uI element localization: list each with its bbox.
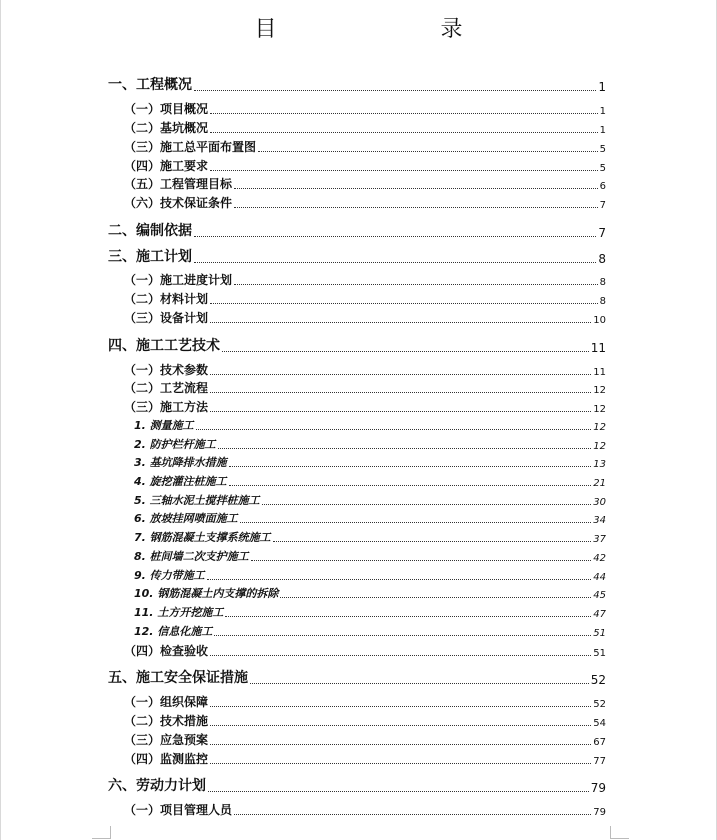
toc-entry-label: 三、施工计划	[108, 249, 192, 265]
toc-dot-leader	[210, 373, 591, 375]
toc-entry[interactable]	[124, 398, 606, 415]
toc-entry-label: 四、施工工艺技术	[108, 338, 220, 354]
toc-entry-page-number: 5	[599, 163, 606, 174]
toc-dot-leader	[218, 447, 592, 449]
toc-dot-leader	[262, 503, 592, 505]
page-left-edge	[0, 0, 1, 840]
toc-dot-leader	[234, 813, 591, 815]
toc-entry-page-number: 12	[593, 422, 606, 433]
toc-title: 目 录	[254, 17, 503, 42]
toc-entry-page-number: 79	[590, 781, 606, 795]
toc-entry[interactable]	[124, 731, 606, 748]
toc-entry-page-number: 51	[593, 648, 606, 659]
toc-dot-leader	[210, 410, 591, 412]
toc-entry-page-number: 12	[593, 441, 606, 452]
toc-entry-page-number: 54	[593, 718, 606, 729]
toc-entry-page-number: 8	[598, 252, 606, 266]
toc-entry[interactable]	[124, 290, 606, 307]
toc-entry[interactable]	[134, 567, 606, 583]
toc-entry-label: 一、工程概况	[108, 77, 192, 93]
toc-entry[interactable]	[124, 712, 606, 729]
toc-entry-page-number: 7	[598, 226, 606, 240]
toc-dot-leader	[210, 112, 598, 114]
toc-entry-label: （三）应急预案	[124, 733, 209, 747]
toc-entry[interactable]	[134, 510, 606, 526]
toc-entry[interactable]	[134, 417, 606, 433]
toc-dot-leader	[280, 596, 591, 598]
toc-entry[interactable]	[124, 157, 606, 174]
toc-dot-leader	[258, 150, 598, 152]
toc-dot-leader	[210, 391, 591, 393]
toc-entry-label: 8. 桩间墙二次支护施工	[134, 550, 249, 563]
toc-entry-label: （三）施工总平面布置图	[124, 140, 257, 154]
toc-entry[interactable]	[124, 693, 606, 710]
toc-entry-page-number: 11	[590, 341, 606, 355]
toc-dot-leader	[210, 302, 598, 304]
toc-entry-page-number: 5	[599, 144, 606, 155]
toc-dot-leader	[210, 169, 598, 171]
toc-dot-leader	[229, 465, 592, 467]
toc-entry[interactable]	[108, 220, 606, 240]
toc-entry-label: （四）监测监控	[124, 752, 209, 766]
toc-entry-label: 二、编制依据	[108, 223, 192, 239]
toc-entry-label: （一）施工进度计划	[124, 273, 233, 287]
toc-entry[interactable]	[134, 623, 606, 639]
toc-entry[interactable]	[124, 750, 606, 767]
toc-entry-label: 1. 测量施工	[134, 419, 194, 432]
toc-entry[interactable]	[124, 138, 606, 155]
toc-entry[interactable]	[108, 246, 606, 266]
toc-dot-leader	[240, 521, 592, 523]
toc-entry[interactable]	[134, 473, 606, 489]
toc-entry-page-number: 8	[599, 277, 606, 288]
toc-entry-label: （四）检查验收	[124, 644, 209, 658]
toc-entry[interactable]	[108, 667, 606, 687]
toc-entry-page-number: 1	[599, 125, 606, 136]
toc-entry[interactable]	[124, 801, 606, 818]
toc-entry-label: （一）项目管理人员	[124, 803, 233, 817]
toc-dot-leader	[234, 187, 598, 189]
toc-entry-label: 5. 三轴水泥土搅拌桩施工	[134, 494, 260, 507]
toc-entry-page-number: 30	[593, 497, 606, 508]
toc-entry-page-number: 44	[593, 572, 606, 583]
toc-dot-leader	[210, 654, 591, 656]
toc-entry-page-number: 47	[593, 609, 606, 620]
toc-entry-label: （三）施工方法	[124, 400, 209, 414]
toc-entry-page-number: 11	[593, 367, 606, 378]
toc-entry[interactable]	[124, 361, 606, 378]
toc-dot-leader	[194, 89, 596, 91]
toc-entry-label: 六、劳动力计划	[108, 778, 206, 794]
toc-entry-page-number: 79	[593, 807, 606, 818]
toc-entry[interactable]	[124, 175, 606, 192]
toc-entry-label: （二）基坑概况	[124, 121, 209, 135]
toc-entry-page-number: 6	[599, 181, 606, 192]
toc-entry-page-number: 21	[593, 478, 606, 489]
toc-entry-page-number: 12	[593, 404, 606, 415]
toc-dot-leader	[214, 634, 591, 636]
toc-entry-page-number: 8	[599, 296, 606, 307]
toc-entry-label: 11. 土方开挖施工	[134, 606, 224, 619]
toc-entry[interactable]	[134, 436, 606, 452]
toc-entry-page-number: 10	[593, 315, 606, 326]
toc-entry-page-number: 7	[599, 200, 606, 211]
toc-entry-page-number: 52	[593, 699, 606, 710]
toc-entry[interactable]	[134, 529, 606, 545]
toc-entry-page-number: 13	[593, 459, 606, 470]
toc-entry-label: 9. 传力带施工	[134, 569, 205, 582]
toc-entry[interactable]	[134, 454, 606, 470]
toc-entry-label: （一）项目概况	[124, 102, 209, 116]
toc-dot-leader	[210, 705, 591, 707]
toc-entry[interactable]	[124, 194, 606, 211]
toc-entry-label: （五）工程管理目标	[124, 177, 233, 191]
toc-entry-label: （六）技术保证条件	[124, 196, 233, 210]
toc-entry-page-number: 51	[593, 628, 606, 639]
toc-dot-leader	[210, 743, 591, 745]
toc-entry-label: （三）设备计划	[124, 311, 209, 325]
toc-entry-label: （二）材料计划	[124, 292, 209, 306]
toc-entry-page-number: 77	[593, 756, 606, 767]
toc-entry-label: 7. 钢筋混凝土支撑系统施工	[134, 531, 271, 544]
toc-dot-leader	[250, 682, 589, 684]
toc-entry-page-number: 45	[593, 590, 606, 601]
toc-dot-leader	[194, 261, 596, 263]
toc-entry[interactable]	[124, 309, 606, 326]
toc-entry[interactable]	[108, 775, 606, 795]
toc-entry[interactable]	[134, 492, 606, 508]
toc-dot-leader	[194, 235, 596, 237]
toc-dot-leader	[210, 724, 591, 726]
toc-dot-leader	[225, 615, 591, 617]
toc-entry-page-number: 37	[593, 534, 606, 545]
toc-dot-leader	[251, 559, 592, 561]
toc-dot-leader	[234, 206, 598, 208]
toc-entry-label: 五、施工安全保证措施	[108, 670, 248, 686]
toc-entry-label: 6. 放坡挂网喷面施工	[134, 512, 238, 525]
toc-dot-leader	[208, 790, 589, 792]
toc-entry-label: （四）施工要求	[124, 159, 209, 173]
toc-entry-label: 10. 钢筋混凝土内支撑的拆除	[134, 587, 279, 600]
toc-dot-leader	[234, 283, 598, 285]
toc-entry-page-number: 52	[590, 673, 606, 687]
toc-entry-label: （二）技术措施	[124, 714, 209, 728]
toc-dot-leader	[229, 484, 592, 486]
toc-dot-leader	[210, 321, 591, 323]
toc-entry-page-number: 42	[593, 553, 606, 564]
toc-entry-page-number: 12	[593, 385, 606, 396]
toc-entry-label: 3. 基坑降排水措施	[134, 456, 227, 469]
toc-dot-leader	[207, 578, 592, 580]
toc-dot-leader	[196, 428, 592, 430]
toc-dot-leader	[210, 131, 598, 133]
toc-entry-page-number: 34	[593, 515, 606, 526]
toc-entry[interactable]	[134, 548, 606, 564]
toc-entry[interactable]	[134, 585, 606, 601]
toc-entry-label: （二）工艺流程	[124, 381, 209, 395]
toc-entry[interactable]	[124, 271, 606, 288]
toc-dot-leader	[222, 350, 589, 352]
toc-entry[interactable]	[108, 335, 606, 355]
toc-entry[interactable]	[124, 379, 606, 396]
toc-entry-page-number: 1	[598, 80, 606, 94]
toc-entry-label: 4. 旋挖灌注桩施工	[134, 475, 227, 488]
toc-entry-page-number: 67	[593, 737, 606, 748]
toc-entry-label: （一）技术参数	[124, 363, 209, 377]
page-corner-mark-right	[610, 826, 629, 839]
toc-entry-page-number: 1	[599, 106, 606, 117]
toc-entry[interactable]	[134, 604, 606, 620]
toc-entry-label: 12. 信息化施工	[134, 625, 213, 638]
toc-entry[interactable]	[108, 74, 606, 94]
toc-entry-label: 2. 防护栏杆施工	[134, 438, 216, 451]
toc-entry[interactable]	[124, 119, 606, 136]
toc-entry[interactable]	[124, 642, 606, 659]
toc-entry-label: （一）组织保障	[124, 695, 209, 709]
toc-dot-leader	[210, 762, 591, 764]
page-corner-mark-left	[92, 826, 111, 839]
toc-dot-leader	[273, 540, 592, 542]
toc-entry[interactable]	[124, 100, 606, 117]
